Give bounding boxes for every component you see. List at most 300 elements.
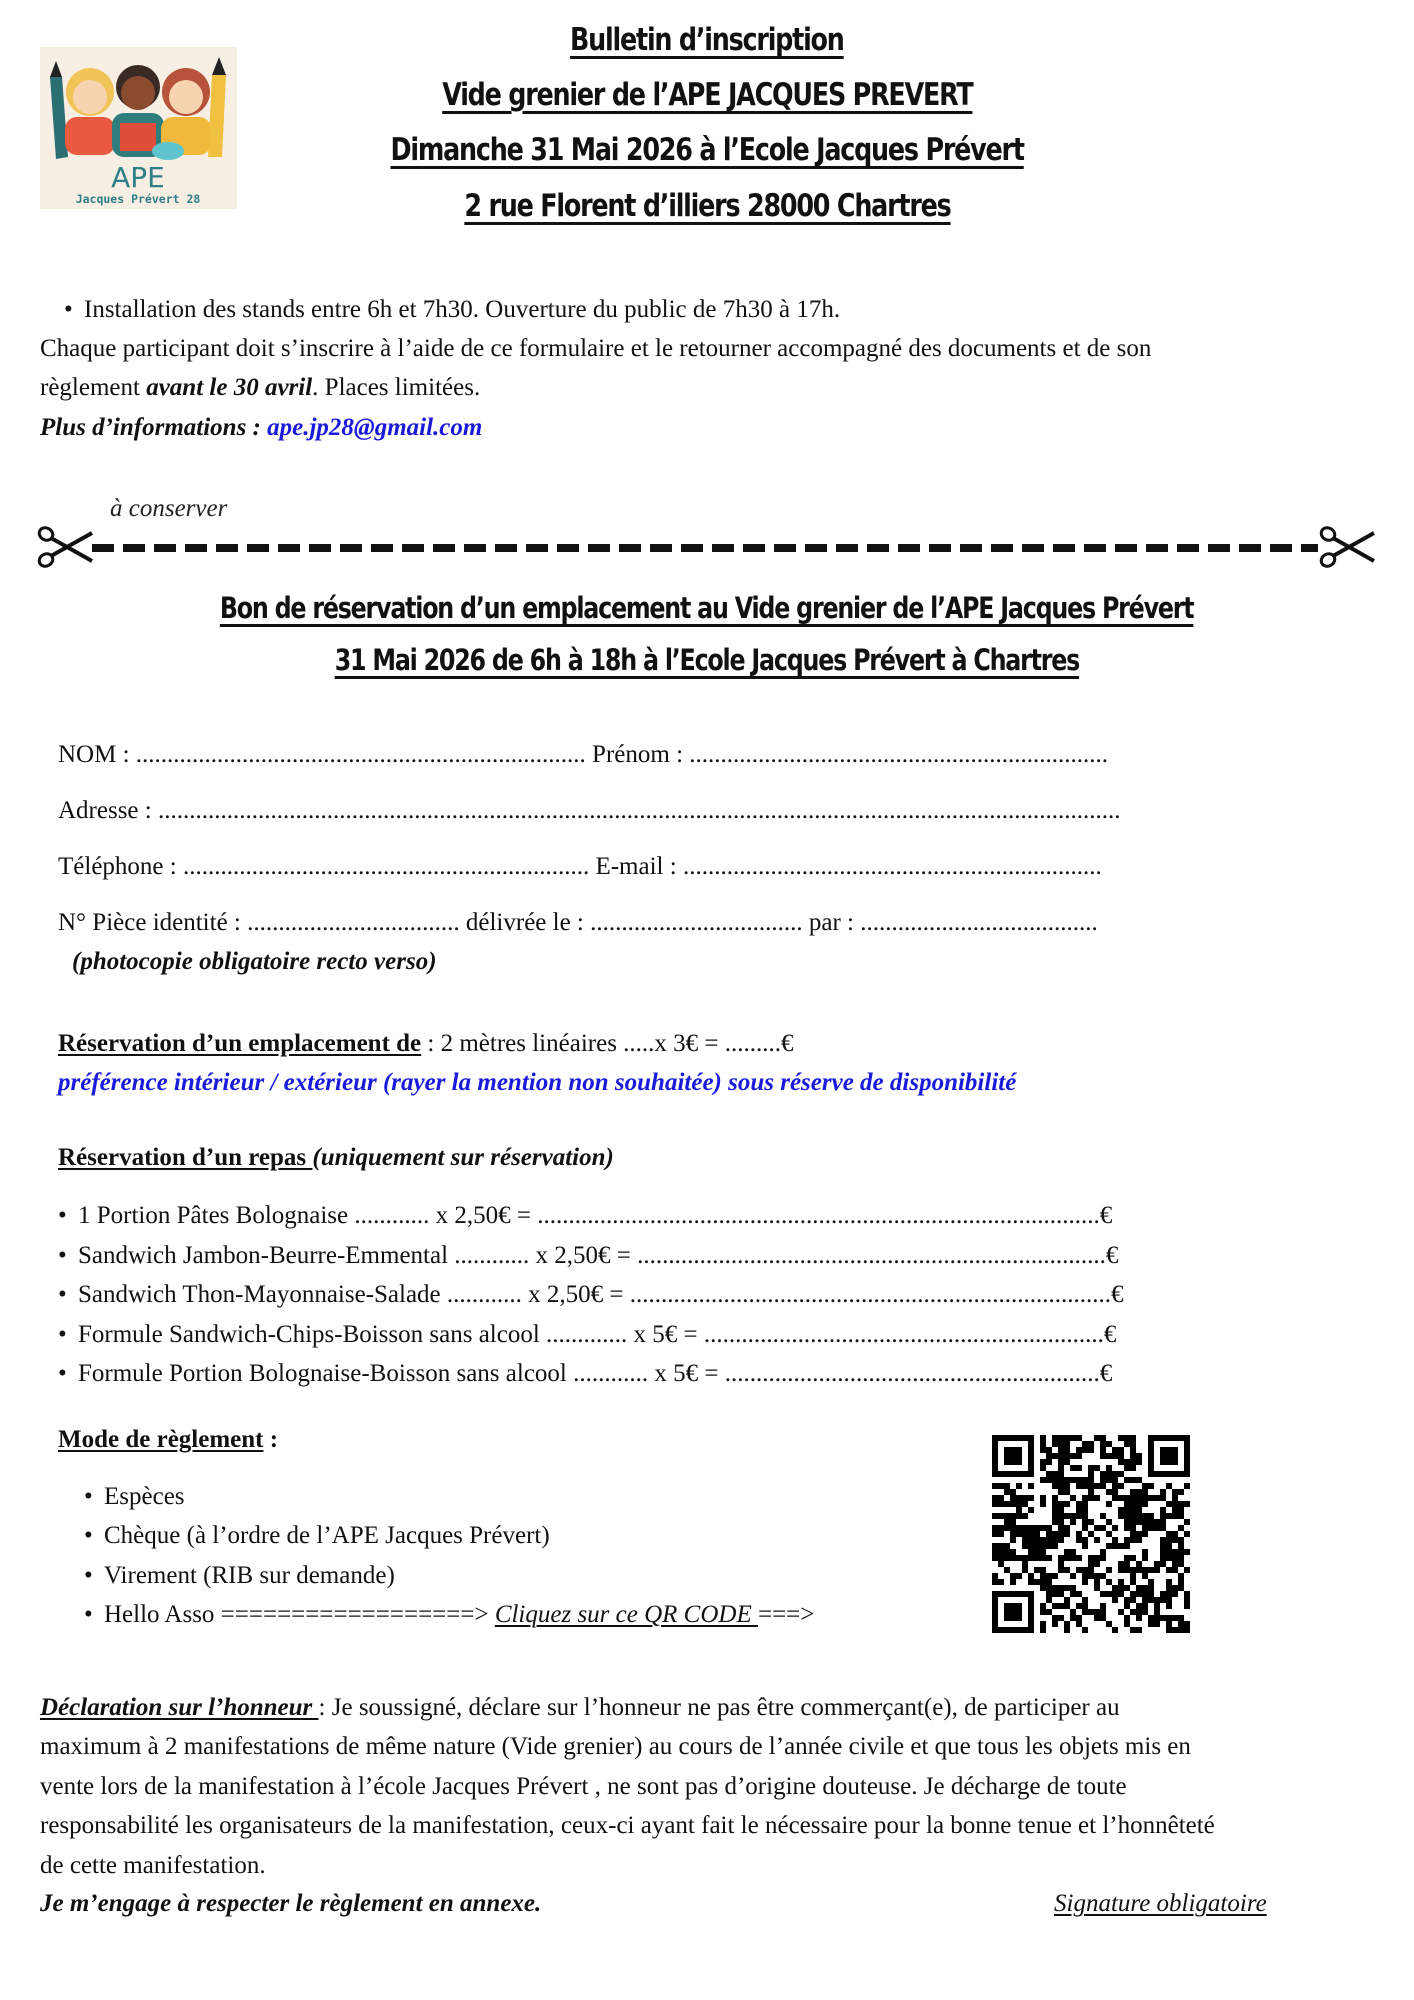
qr-module xyxy=(1052,1615,1058,1621)
qr-module xyxy=(1064,1525,1070,1531)
qr-module xyxy=(1040,1459,1046,1465)
qr-module xyxy=(1136,1609,1142,1615)
qr-module xyxy=(1172,1531,1178,1537)
qr-module xyxy=(1046,1543,1052,1549)
qr-module xyxy=(1058,1483,1064,1489)
qr-module xyxy=(1142,1597,1148,1603)
piece-identite-field[interactable]: .................................. xyxy=(247,909,460,936)
qr-module xyxy=(1130,1459,1136,1465)
qr-module xyxy=(1040,1555,1046,1561)
qr-module xyxy=(1178,1585,1184,1591)
qr-module xyxy=(1178,1501,1184,1507)
qr-module xyxy=(1184,1603,1190,1609)
qr-module xyxy=(1160,1537,1166,1543)
qr-module xyxy=(1094,1579,1100,1585)
qr-module xyxy=(1064,1489,1070,1495)
qr-module xyxy=(1058,1471,1064,1477)
qr-module xyxy=(1160,1591,1166,1597)
qr-module xyxy=(1118,1459,1124,1465)
qr-module xyxy=(1016,1507,1022,1513)
qr-module xyxy=(1034,1531,1040,1537)
qr-module xyxy=(1040,1579,1046,1585)
qr-module xyxy=(1184,1591,1190,1597)
adresse-field[interactable]: .......................................................................................................................................................... xyxy=(157,797,1121,824)
qr-module xyxy=(1166,1621,1172,1627)
qr-code-icon[interactable] xyxy=(992,1435,1190,1633)
children-illustration-icon xyxy=(40,47,237,209)
qr-module xyxy=(1052,1507,1058,1513)
qr-module xyxy=(1124,1585,1130,1591)
qr-module xyxy=(1130,1513,1136,1519)
reservation-title-1: Bon de réservation d’un emplacement au Vide grenier de l’APE Jacques Prévert xyxy=(220,591,1194,625)
qr-module xyxy=(1064,1627,1070,1633)
qr-module xyxy=(1070,1555,1076,1561)
par-field[interactable]: ...................................... xyxy=(860,909,1098,936)
qr-module xyxy=(1076,1591,1082,1597)
qr-module xyxy=(998,1525,1004,1531)
qr-module xyxy=(1118,1507,1124,1513)
qr-module xyxy=(1046,1447,1052,1453)
qr-module xyxy=(1034,1543,1040,1549)
qr-module xyxy=(1112,1453,1118,1459)
qr-module xyxy=(1100,1549,1106,1555)
qr-module xyxy=(1154,1525,1160,1531)
repas-row: Réservation d’un repas (uniquement sur réservation) xyxy=(58,1144,614,1171)
qr-module xyxy=(1064,1549,1070,1555)
qr-module xyxy=(1094,1585,1100,1591)
qr-module xyxy=(1058,1447,1064,1453)
qr-module xyxy=(1106,1531,1112,1537)
qr-module xyxy=(1112,1597,1118,1603)
email-link[interactable]: ape.jp28@gmail.com xyxy=(267,414,483,441)
qr-module xyxy=(1040,1573,1046,1579)
qr-module xyxy=(1034,1567,1040,1573)
qr-module xyxy=(1178,1549,1184,1555)
scissors-icon xyxy=(1318,525,1376,569)
qr-module xyxy=(1184,1531,1190,1537)
qr-module xyxy=(1112,1447,1118,1453)
qr-module xyxy=(1166,1585,1172,1591)
qr-module xyxy=(1124,1561,1130,1567)
qr-module xyxy=(1160,1549,1166,1555)
qr-module xyxy=(1082,1627,1088,1633)
qr-module xyxy=(1178,1543,1184,1549)
qr-module xyxy=(1016,1525,1022,1531)
payment-method: • Virement (RIB sur demande) xyxy=(84,1561,395,1591)
qr-module xyxy=(1148,1513,1154,1519)
qr-module xyxy=(1172,1555,1178,1561)
qr-module xyxy=(1166,1483,1172,1489)
qr-module xyxy=(1148,1483,1154,1489)
qr-module xyxy=(1136,1459,1142,1465)
qr-module xyxy=(1052,1435,1058,1441)
qr-module xyxy=(1010,1525,1016,1531)
qr-module xyxy=(1040,1441,1046,1447)
qr-module xyxy=(1082,1567,1088,1573)
qr-module xyxy=(1136,1537,1142,1543)
qr-module xyxy=(1142,1495,1148,1501)
qr-module xyxy=(1136,1519,1142,1525)
qr-module xyxy=(1052,1453,1058,1459)
qr-module xyxy=(1082,1477,1088,1483)
qr-module xyxy=(1166,1537,1172,1543)
qr-module xyxy=(1172,1501,1178,1507)
repas-total-field[interactable]: ............................................................€ xyxy=(724,1360,1113,1387)
qr-module xyxy=(1160,1513,1166,1519)
qr-module xyxy=(1058,1501,1064,1507)
qr-module xyxy=(1124,1537,1130,1543)
qr-module xyxy=(1022,1543,1028,1549)
qr-module xyxy=(1166,1579,1172,1585)
qr-module xyxy=(1064,1435,1070,1441)
repas-total-field[interactable]: ..........................................................................................€ xyxy=(537,1202,1113,1229)
qr-module xyxy=(1094,1573,1100,1579)
telephone-field[interactable]: ................................................................. xyxy=(182,853,590,880)
qr-module xyxy=(1064,1447,1070,1453)
qr-module xyxy=(1070,1513,1076,1519)
qr-module xyxy=(1064,1585,1070,1591)
qr-module xyxy=(1004,1489,1010,1495)
qr-module xyxy=(1082,1501,1088,1507)
qr-module xyxy=(1028,1537,1034,1543)
qr-module xyxy=(1178,1573,1184,1579)
qr-module xyxy=(1082,1579,1088,1585)
qr-module xyxy=(1184,1549,1190,1555)
helloasso-qr-link[interactable]: Cliquez sur ce QR CODE xyxy=(494,1601,758,1628)
qr-module xyxy=(1070,1477,1076,1483)
intro-line-2: règlement avant le 30 avril. Places limitées. xyxy=(40,374,481,401)
qr-module xyxy=(1154,1615,1160,1621)
qr-module xyxy=(1022,1513,1028,1519)
qr-module xyxy=(1124,1465,1130,1471)
qr-module xyxy=(1166,1597,1172,1603)
qr-module xyxy=(1148,1567,1154,1573)
qr-module xyxy=(1034,1579,1040,1585)
title-line-1: Bulletin d’inscription xyxy=(570,22,844,58)
qr-module xyxy=(1040,1609,1046,1615)
delivree-le-field[interactable]: .................................. xyxy=(590,909,803,936)
qr-module xyxy=(1142,1483,1148,1489)
qr-module xyxy=(1058,1507,1064,1513)
qr-module xyxy=(1172,1507,1178,1513)
qr-module xyxy=(1010,1549,1016,1555)
qr-module xyxy=(1136,1561,1142,1567)
qr-module xyxy=(1052,1531,1058,1537)
info-line: Plus d’informations : ape.jp28@gmail.com xyxy=(40,414,483,441)
qr-module xyxy=(1052,1441,1058,1447)
qr-module xyxy=(1118,1543,1124,1549)
qr-module xyxy=(1136,1603,1142,1609)
qr-module xyxy=(1166,1549,1172,1555)
qr-module xyxy=(1070,1585,1076,1591)
qr-module xyxy=(1076,1621,1082,1627)
qr-module xyxy=(1106,1567,1112,1573)
qr-module xyxy=(998,1513,1004,1519)
qr-module xyxy=(1106,1579,1112,1585)
qr-module xyxy=(1148,1525,1154,1531)
qr-module xyxy=(1154,1621,1160,1627)
qr-module xyxy=(1118,1453,1124,1459)
qr-module xyxy=(1106,1471,1112,1477)
qr-module xyxy=(1088,1465,1094,1471)
qr-module xyxy=(1100,1609,1106,1615)
qr-module xyxy=(1058,1561,1064,1567)
qr-module xyxy=(1046,1531,1052,1537)
qr-module xyxy=(1064,1531,1070,1537)
emplacement-row: Réservation d’un emplacement de : 2 mètres linéaires .....x 3€ = .........€ xyxy=(58,1030,794,1057)
schedule-bullet: • Installation des stands entre 6h et 7h30. Ouverture du public de 7h30 à 17h. xyxy=(64,295,840,325)
payment-method: • Chèque (à l’ordre de l’APE Jacques Prévert) xyxy=(84,1521,550,1551)
qr-module xyxy=(1058,1585,1064,1591)
qr-module xyxy=(1070,1435,1076,1441)
qr-module xyxy=(1094,1555,1100,1561)
qr-module xyxy=(1130,1627,1136,1633)
svg-text:Jacques Prévert 28: Jacques Prévert 28 xyxy=(75,192,201,206)
qr-module xyxy=(1040,1465,1046,1471)
qr-module xyxy=(1052,1603,1058,1609)
qr-module xyxy=(1124,1555,1130,1561)
qr-module xyxy=(1106,1441,1112,1447)
qr-module xyxy=(1064,1453,1070,1459)
qr-module xyxy=(1106,1465,1112,1471)
qr-module xyxy=(1058,1453,1064,1459)
declaration-line-1: Déclaration sur l’honneur : Je soussigné, déclare sur l’honneur ne pas être commerçant(e), de participer au xyxy=(40,1694,1120,1721)
nom-prenom-row: NOM : ........................................................................ Prénom : ................................................................... xyxy=(58,741,1109,768)
qr-module xyxy=(1004,1501,1010,1507)
qr-module xyxy=(1124,1459,1130,1465)
qr-module xyxy=(1076,1465,1082,1471)
qr-module xyxy=(1094,1561,1100,1567)
qr-module xyxy=(1010,1501,1016,1507)
qr-module xyxy=(1154,1519,1160,1525)
qr-module xyxy=(1130,1597,1136,1603)
qr-module xyxy=(998,1561,1004,1567)
qr-module xyxy=(1106,1477,1112,1483)
qr-module xyxy=(1160,1561,1166,1567)
qr-module xyxy=(1142,1549,1148,1555)
qr-module xyxy=(1046,1525,1052,1531)
qr-module xyxy=(1040,1543,1046,1549)
qr-module xyxy=(1100,1441,1106,1447)
qr-module xyxy=(1172,1585,1178,1591)
qr-module xyxy=(1088,1567,1094,1573)
qr-module xyxy=(1052,1573,1058,1579)
qr-module xyxy=(1070,1573,1076,1579)
engagement-text: Je m’engage à respecter le règlement en annexe. xyxy=(40,1890,542,1917)
qr-module xyxy=(1070,1549,1076,1555)
qr-module xyxy=(1118,1567,1124,1573)
qr-module xyxy=(1118,1561,1124,1567)
qr-module xyxy=(992,1483,998,1489)
qr-module xyxy=(1184,1627,1190,1633)
qr-module xyxy=(1160,1543,1166,1549)
qr-module xyxy=(1076,1507,1082,1513)
qr-module xyxy=(1076,1501,1082,1507)
intro-line-1: Chaque participant doit s’inscrire à l’aide de ce formulaire et le retourner accompagné des documents et de son xyxy=(40,335,1152,362)
qr-module xyxy=(1118,1495,1124,1501)
qr-module xyxy=(1100,1603,1106,1609)
qr-module xyxy=(1136,1591,1142,1597)
emplacement-label: Réservation d’un emplacement de xyxy=(58,1030,422,1057)
repas-total-field[interactable]: ................................................................€ xyxy=(703,1321,1117,1348)
repas-total-field[interactable]: ...........................................................................€ xyxy=(637,1242,1119,1269)
qr-module xyxy=(1076,1615,1082,1621)
qr-module xyxy=(1088,1573,1094,1579)
qr-module xyxy=(1004,1525,1010,1531)
nom-field[interactable]: ........................................................................ xyxy=(135,741,586,768)
qr-module xyxy=(1142,1513,1148,1519)
qr-module xyxy=(1004,1519,1010,1525)
qr-module xyxy=(1052,1519,1058,1525)
qr-module xyxy=(1082,1495,1088,1501)
qr-module xyxy=(1178,1489,1184,1495)
qr-module xyxy=(1106,1501,1112,1507)
qr-module xyxy=(1142,1567,1148,1573)
qr-module xyxy=(1046,1477,1052,1483)
qr-module xyxy=(1100,1447,1106,1453)
qr-module xyxy=(1112,1483,1118,1489)
qr-module xyxy=(1124,1543,1130,1549)
qr-module xyxy=(1052,1585,1058,1591)
qr-module xyxy=(1016,1495,1022,1501)
repas-total-field[interactable]: .............................................................................€ xyxy=(629,1281,1124,1308)
qr-module xyxy=(1046,1459,1052,1465)
qr-module xyxy=(1100,1483,1106,1489)
qr-module xyxy=(1136,1507,1142,1513)
preference-note: préférence intérieur / extérieur (rayer la mention non souhaitée) sous réserve de disponibilité xyxy=(58,1069,1017,1096)
qr-module xyxy=(1100,1573,1106,1579)
qr-module xyxy=(1058,1477,1064,1483)
qr-module xyxy=(1010,1495,1016,1501)
qr-module xyxy=(1088,1609,1094,1615)
qr-module xyxy=(1142,1531,1148,1537)
qr-module xyxy=(1154,1597,1160,1603)
qr-module xyxy=(1076,1447,1082,1453)
qr-module xyxy=(1058,1489,1064,1495)
qr-module xyxy=(1166,1567,1172,1573)
qr-module xyxy=(1178,1627,1184,1633)
qr-module xyxy=(1058,1615,1064,1621)
qr-module xyxy=(1046,1579,1052,1585)
qr-module xyxy=(1058,1513,1064,1519)
qr-module xyxy=(1148,1615,1154,1621)
qr-module xyxy=(1106,1621,1112,1627)
qr-module xyxy=(998,1543,1004,1549)
qr-module xyxy=(1166,1501,1172,1507)
qr-module xyxy=(1112,1537,1118,1543)
qr-module xyxy=(1010,1555,1016,1561)
qr-module xyxy=(1046,1573,1052,1579)
qr-module xyxy=(1058,1525,1064,1531)
qr-module xyxy=(992,1555,998,1561)
qr-module xyxy=(1028,1483,1034,1489)
qr-module xyxy=(1028,1579,1034,1585)
qr-module xyxy=(1106,1453,1112,1459)
qr-module xyxy=(1028,1573,1034,1579)
qr-module xyxy=(1100,1471,1106,1477)
svg-text:APE: APE xyxy=(111,161,165,194)
qr-module xyxy=(1100,1477,1106,1483)
qr-module xyxy=(1124,1435,1130,1441)
qr-module xyxy=(1052,1495,1058,1501)
qr-module xyxy=(1118,1471,1124,1477)
cut-dashed-line xyxy=(92,544,1318,552)
qr-module xyxy=(1040,1567,1046,1573)
qr-module xyxy=(1160,1507,1166,1513)
qr-module xyxy=(1124,1525,1130,1531)
qr-module xyxy=(1058,1441,1064,1447)
qr-module xyxy=(1100,1435,1106,1441)
qr-module xyxy=(1136,1567,1142,1573)
qr-module xyxy=(1088,1471,1094,1477)
qr-module xyxy=(1046,1585,1052,1591)
qr-module xyxy=(1136,1477,1142,1483)
telephone-email-row: Téléphone : ................................................................. E-mail : ................................................................... xyxy=(58,853,1102,880)
qr-module xyxy=(992,1531,998,1537)
qr-module xyxy=(1184,1519,1190,1525)
qr-module xyxy=(1100,1591,1106,1597)
qr-module xyxy=(1106,1519,1112,1525)
qr-module xyxy=(1166,1513,1172,1519)
qr-module xyxy=(1124,1513,1130,1519)
qr-module xyxy=(1022,1495,1028,1501)
qr-module xyxy=(1064,1483,1070,1489)
email-field[interactable]: ................................................................... xyxy=(682,853,1102,880)
qr-module xyxy=(1100,1615,1106,1621)
qr-module xyxy=(1028,1543,1034,1549)
qr-module xyxy=(1118,1447,1124,1453)
qr-module xyxy=(1088,1519,1094,1525)
qr-module xyxy=(1136,1531,1142,1537)
qr-module xyxy=(1118,1435,1124,1441)
qr-module xyxy=(1016,1483,1022,1489)
qr-module xyxy=(1106,1591,1112,1597)
qr-module xyxy=(1130,1519,1136,1525)
qr-module xyxy=(992,1579,998,1585)
qr-module xyxy=(1184,1483,1190,1489)
qr-module xyxy=(1052,1471,1058,1477)
qr-module xyxy=(1040,1549,1046,1555)
qr-module xyxy=(1172,1549,1178,1555)
qr-module xyxy=(1130,1441,1136,1447)
qr-module xyxy=(1178,1555,1184,1561)
qr-module xyxy=(1040,1537,1046,1543)
qr-module xyxy=(1082,1447,1088,1453)
payment-method-helloasso: • Hello Asso ==================> Cliquez sur ce QR CODE ===> xyxy=(84,1600,814,1630)
qr-module xyxy=(1070,1591,1076,1597)
qr-module xyxy=(1148,1621,1154,1627)
qr-module xyxy=(1154,1603,1160,1609)
qr-module xyxy=(992,1573,998,1579)
qr-module xyxy=(1052,1513,1058,1519)
qr-module xyxy=(1046,1453,1052,1459)
qr-module xyxy=(1124,1495,1130,1501)
qr-module xyxy=(1154,1561,1160,1567)
qr-module xyxy=(1172,1627,1178,1633)
qr-module xyxy=(1130,1447,1136,1453)
qr-module xyxy=(1010,1579,1016,1585)
qr-module xyxy=(1166,1531,1172,1537)
qr-module xyxy=(1016,1531,1022,1537)
qr-module xyxy=(1130,1567,1136,1573)
prenom-field[interactable]: ................................................................... xyxy=(689,741,1109,768)
qr-module xyxy=(1052,1591,1058,1597)
qr-finder-pattern xyxy=(1004,1603,1022,1621)
qr-module xyxy=(1070,1615,1076,1621)
qr-module xyxy=(1130,1531,1136,1537)
qr-module xyxy=(1142,1609,1148,1615)
qr-module xyxy=(1124,1603,1130,1609)
